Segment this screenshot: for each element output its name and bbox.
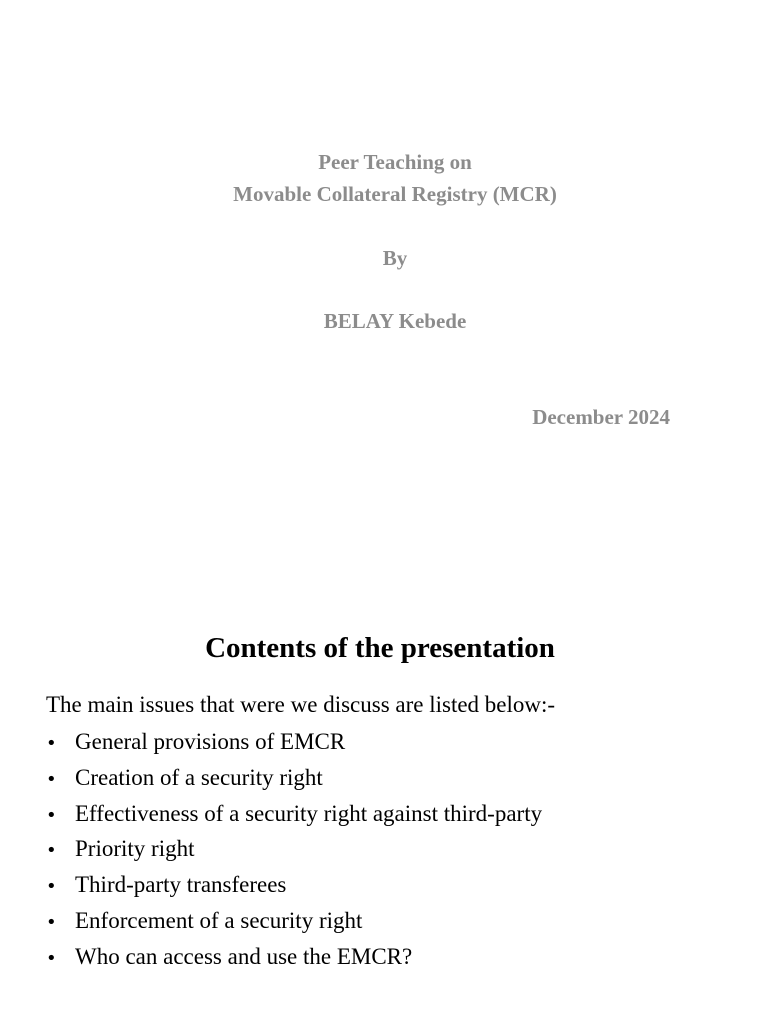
list-item <box>46 760 542 796</box>
list-item-text: Enforcement of a security right <box>75 907 363 933</box>
bullet-icon: • <box>46 768 57 790</box>
list-item <box>46 903 542 939</box>
list-item-text: Priority right <box>75 836 195 862</box>
title-line-2: Movable Collateral Registry (MCR) <box>233 182 557 206</box>
list-item-text: Third-party transferees <box>75 872 287 898</box>
bullet-icon: • <box>46 804 57 826</box>
list-item-text: Who can access and use the EMCR? <box>75 943 413 969</box>
list-item <box>46 939 542 975</box>
list-item <box>46 867 542 903</box>
list-item <box>46 796 542 832</box>
list-item-text: Effectiveness of a security right against third-party <box>75 800 543 826</box>
list-item <box>46 831 542 867</box>
list-item-text: General provisions of EMCR <box>75 729 346 754</box>
presentation-date: December 2024 <box>532 405 670 429</box>
bullet-icon: • <box>46 911 57 933</box>
list-item-text: Creation of a security right <box>75 764 323 790</box>
author-name: BELAY Kebede <box>323 309 467 333</box>
bullet-icon: • <box>46 840 57 862</box>
bullet-icon: • <box>46 947 57 969</box>
bullet-icon: • <box>46 876 57 898</box>
bullet-icon: • <box>46 733 57 754</box>
list-item <box>46 724 542 760</box>
title-line-1: Peer Teaching on <box>318 150 472 174</box>
contents-heading: Contents of the presentation <box>205 632 555 664</box>
by-line: By <box>382 246 408 270</box>
contents-list <box>46 724 542 975</box>
contents-intro: The main issues that were we discuss are listed below:- <box>46 692 556 717</box>
